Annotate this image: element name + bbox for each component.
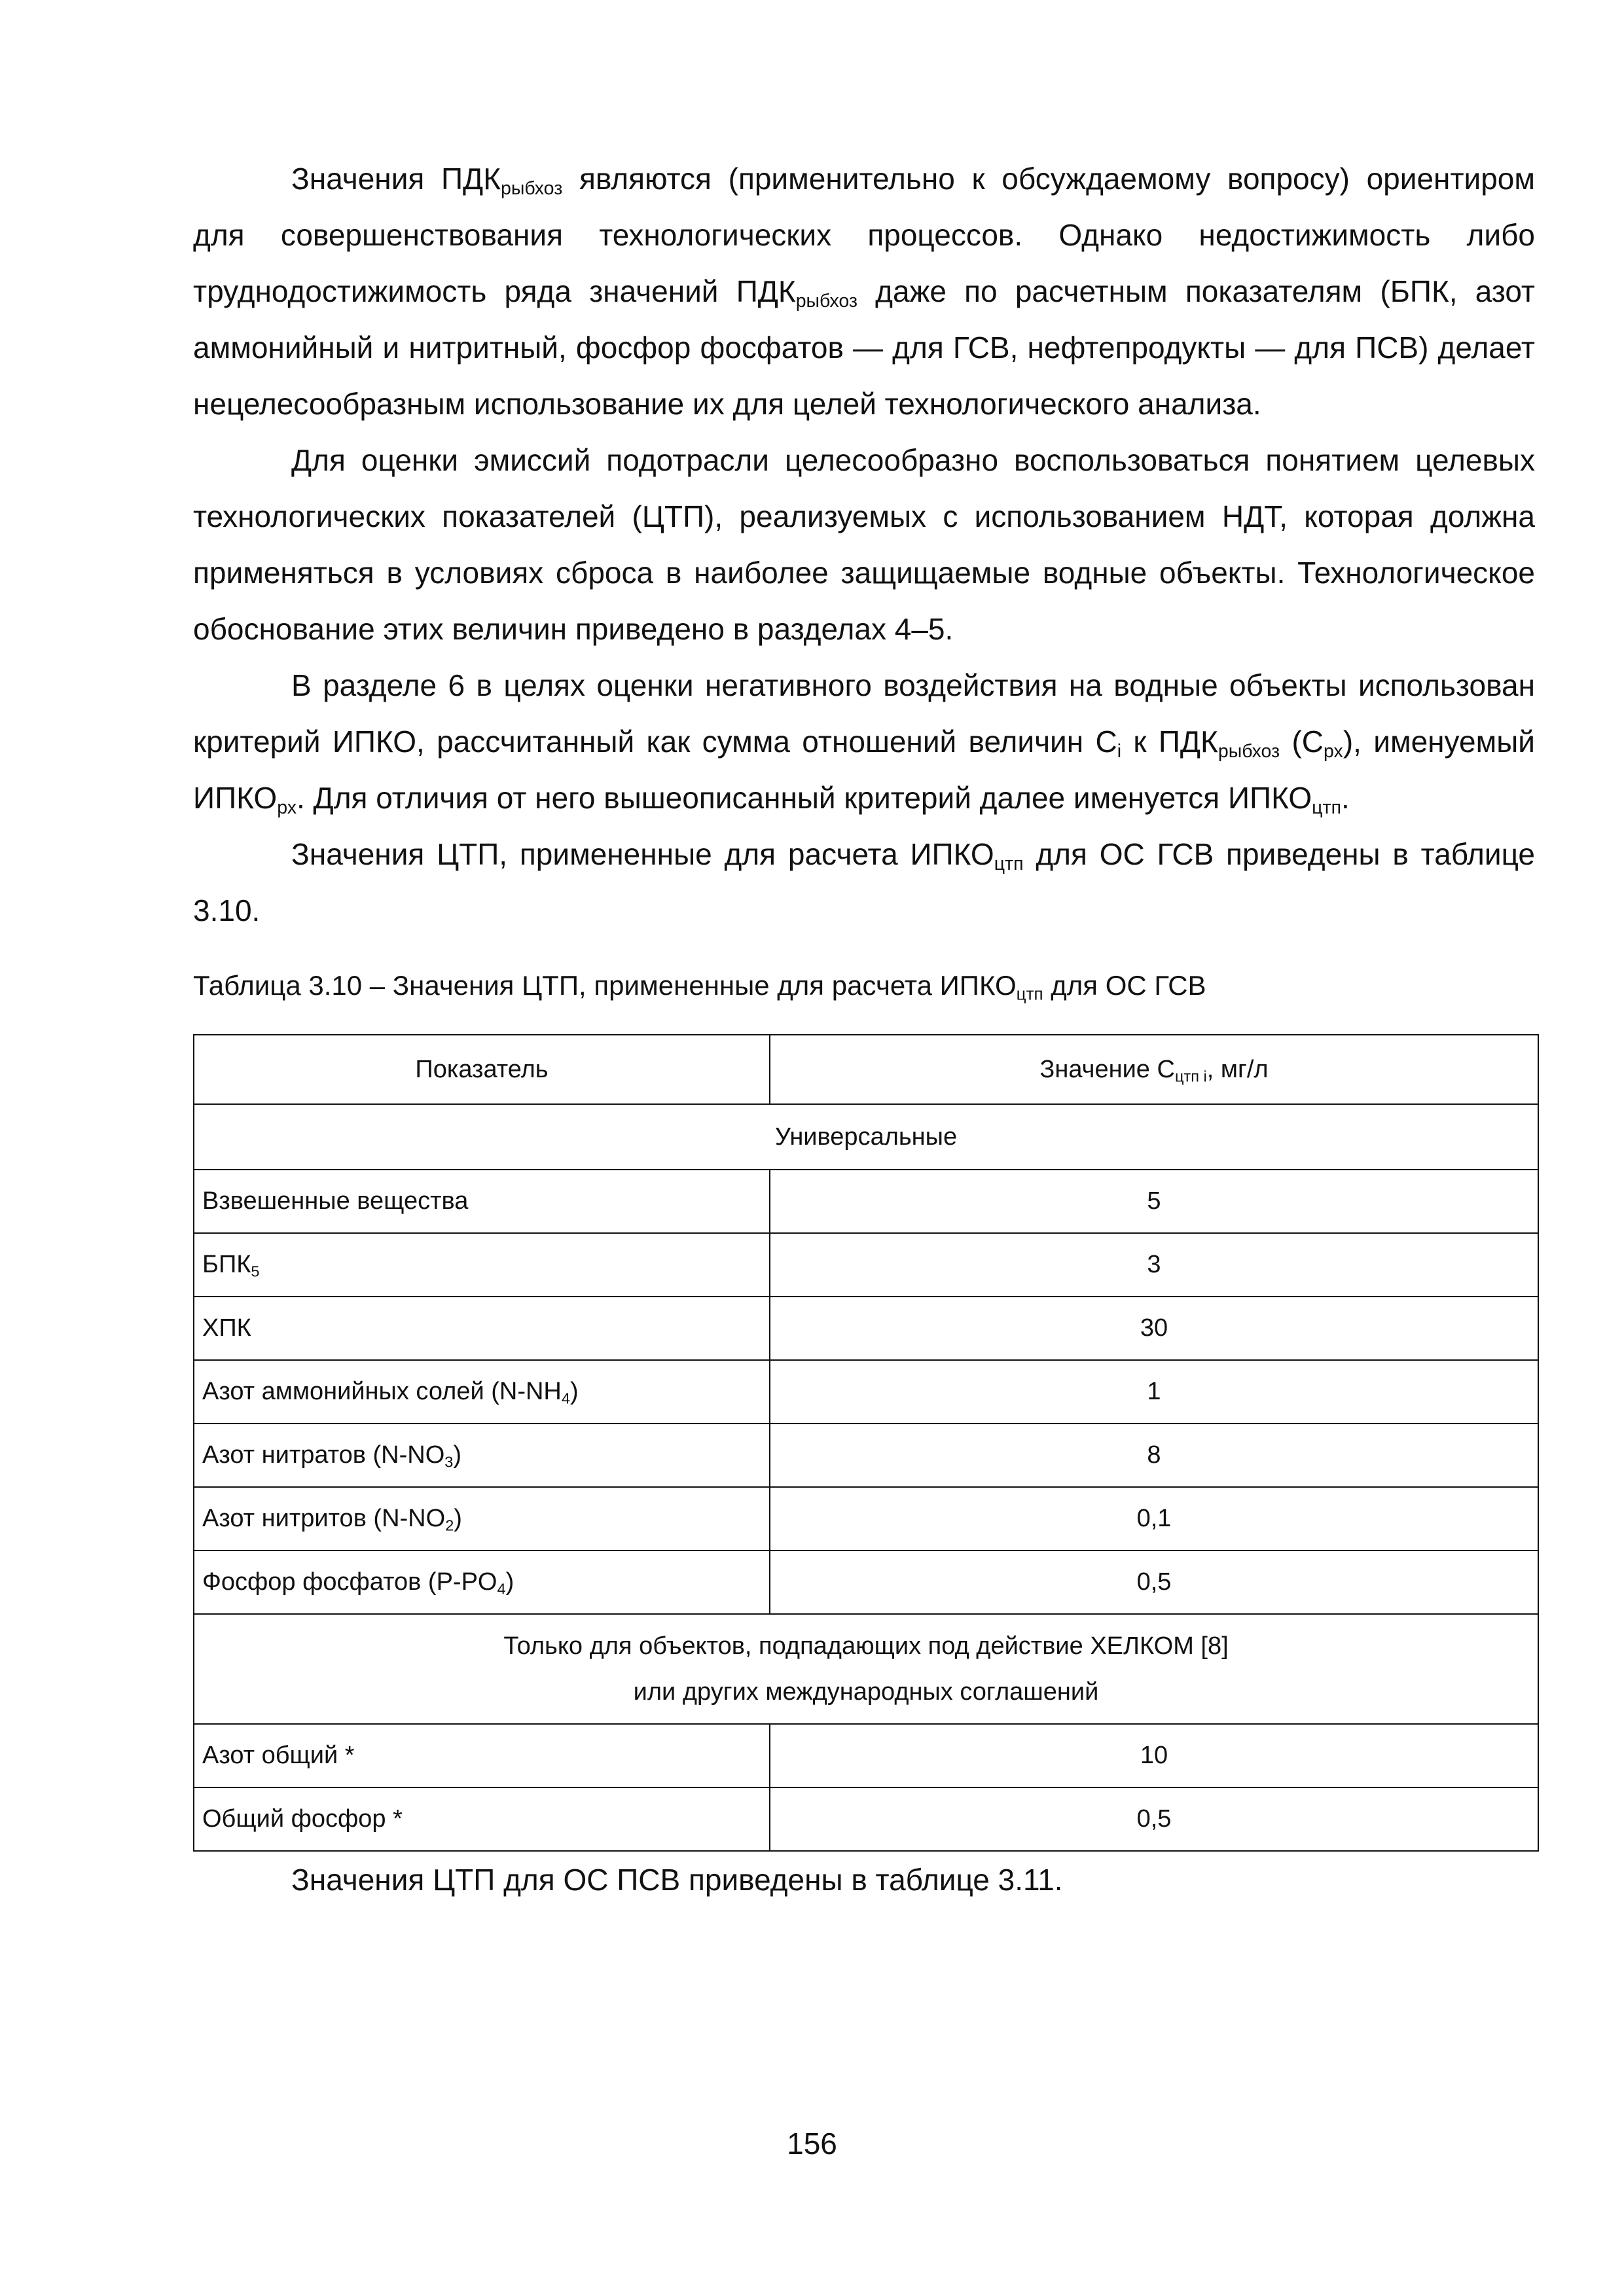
text-run: Значения ПДК [291,162,501,196]
table-row [194,1297,1538,1360]
text-run: Фосфор фосфатов (P-PO [202,1568,497,1596]
subscript: 4 [497,1580,506,1598]
text-run: БПК [202,1251,251,1278]
text-run: (C [1280,725,1324,759]
text-run: даже по расчетным показателям (БПК, азот аммонийный и нитритный, фосфор фосфатов — для ГСВ, нефтепродукты — для ПСВ) делает нецелесообразным использование их для целей технологического анализа. [193,274,1535,421]
subscript: i [1117,740,1122,762]
subscript: рыбхоз [1218,740,1280,762]
text-run: ) [569,1378,579,1405]
text-run: . [1341,781,1350,815]
value-cell: 0,5 [770,1551,1538,1614]
text-run: . Для отличия от него вышеописанный критерий далее именуется ИПКО [296,781,1312,815]
subscript: 5 [251,1263,260,1280]
subscript: рх [1324,740,1343,762]
value-cell: 8 [770,1424,1538,1487]
text-run: ) [505,1568,514,1596]
after-table-paragraph: Значения ЦТП для ОС ПСВ приведены в таблице 3.11. [291,1863,1063,1897]
text-run: Азот аммонийных солей (N-NH [202,1378,562,1405]
indicator-cell [194,1297,770,1360]
indicator-cell [194,1487,770,1551]
universal-rows [194,1170,1538,1614]
subscript: 2 [445,1516,454,1534]
subscript: цтп [994,853,1024,874]
table-header-row [194,1035,1538,1104]
table-row [194,1551,1538,1614]
subscript: 4 [561,1390,570,1407]
subscript: цтп [1312,797,1342,818]
text-run: , мг/л [1206,1055,1269,1083]
value-cell: 10 [770,1724,1538,1787]
table-row [194,1724,1538,1787]
subscript: цтп [1016,984,1043,1004]
value-cell: 5 [770,1170,1538,1233]
group-label-line2: или других международных соглашений [633,1678,1099,1706]
header-value [770,1035,1538,1104]
indicator-cell [194,1787,770,1851]
table-row [194,1233,1538,1297]
table-row [194,1360,1538,1424]
table-row [194,1424,1538,1487]
text-run: В разделе 6 в целях оценки негативного воздействия на водные объекты использован критерий ИПКО, рассчитанный как сумма отношений величин C [193,668,1535,759]
table-row [194,1487,1538,1551]
value-cell: 1 [770,1360,1538,1424]
text-run: являются (применительно к обсуждаемому вопросу) ориентиром для совершенствования технологических процессов. Однако недостижимость либо труднодостижимость ряда значений ПДК [193,162,1535,308]
subscript: рх [277,797,297,818]
text-run: ), именуемый ИПКО [193,725,1535,815]
paragraph [193,151,1535,432]
paragraph [193,432,1535,657]
value-cell: 3 [770,1233,1538,1297]
indicator-cell [194,1360,770,1424]
value-cell: 30 [770,1297,1538,1360]
text-run: для ОС ГСВ [1043,970,1206,1001]
text-run: Значение C [1039,1055,1175,1083]
indicator-cell [194,1424,770,1487]
indicator-cell [194,1233,770,1297]
table-row [194,1170,1538,1233]
group-label: Универсальные [194,1104,1538,1170]
group-label-line1: Только для объектов, подпадающих под действие ХЕЛКОМ [8] [503,1632,1229,1660]
subscript: рыбхоз [795,290,857,312]
text-run: ) [454,1505,462,1532]
text-run: Таблица 3.10 – Значения ЦТП, примененные для расчета ИПКО [193,970,1017,1001]
text-run: ХПК [202,1314,251,1342]
value-cell: 0,5 [770,1787,1538,1851]
subscript: цтп i [1174,1067,1207,1085]
text-run: Для оценки эмиссий подотрасли целесообразно воспользоваться понятием целевых технологических показателей (ЦТП), реализуемых с использованием НДТ, которая должна применяться в условиях сброса в наиболее защищаемые водные объекты. Технологическое обоснование этих величин приведено в разделах 4–5. [193,443,1535,646]
body-text [193,151,1535,939]
paragraph [193,657,1535,826]
document-page [193,151,1535,1908]
ctp-values-table [193,1034,1539,1852]
text-run: Азот нитритов (N-NO [202,1505,446,1532]
text-run: ) [453,1441,462,1469]
text-run: к ПДК [1121,725,1218,759]
helcom-rows [194,1724,1538,1851]
table-row [194,1787,1538,1851]
text-run: Азот общий * [202,1742,355,1769]
value-cell: 0,1 [770,1487,1538,1551]
text-run: для ОС ГСВ приведены в таблице 3.10. [193,837,1536,927]
indicator-cell [194,1724,770,1787]
indicator-cell [194,1551,770,1614]
header-indicator: Показатель [194,1035,770,1104]
text-run: Значения ЦТП, примененные для расчета ИПКО [291,837,994,871]
text-run: Общий фосфор * [202,1805,403,1833]
text-run: Взвешенные вещества [202,1187,469,1215]
page-number: 156 [787,2126,837,2161]
table-caption [193,966,1535,1005]
group-label [194,1614,1538,1724]
group-row-universal [194,1104,1538,1170]
paragraph [193,826,1535,939]
text-run: Азот нитратов (N-NO [202,1441,445,1469]
subscript: 3 [444,1453,454,1471]
subscript: рыбхоз [501,177,563,199]
indicator-cell [194,1170,770,1233]
group-row-helcom [194,1614,1538,1724]
